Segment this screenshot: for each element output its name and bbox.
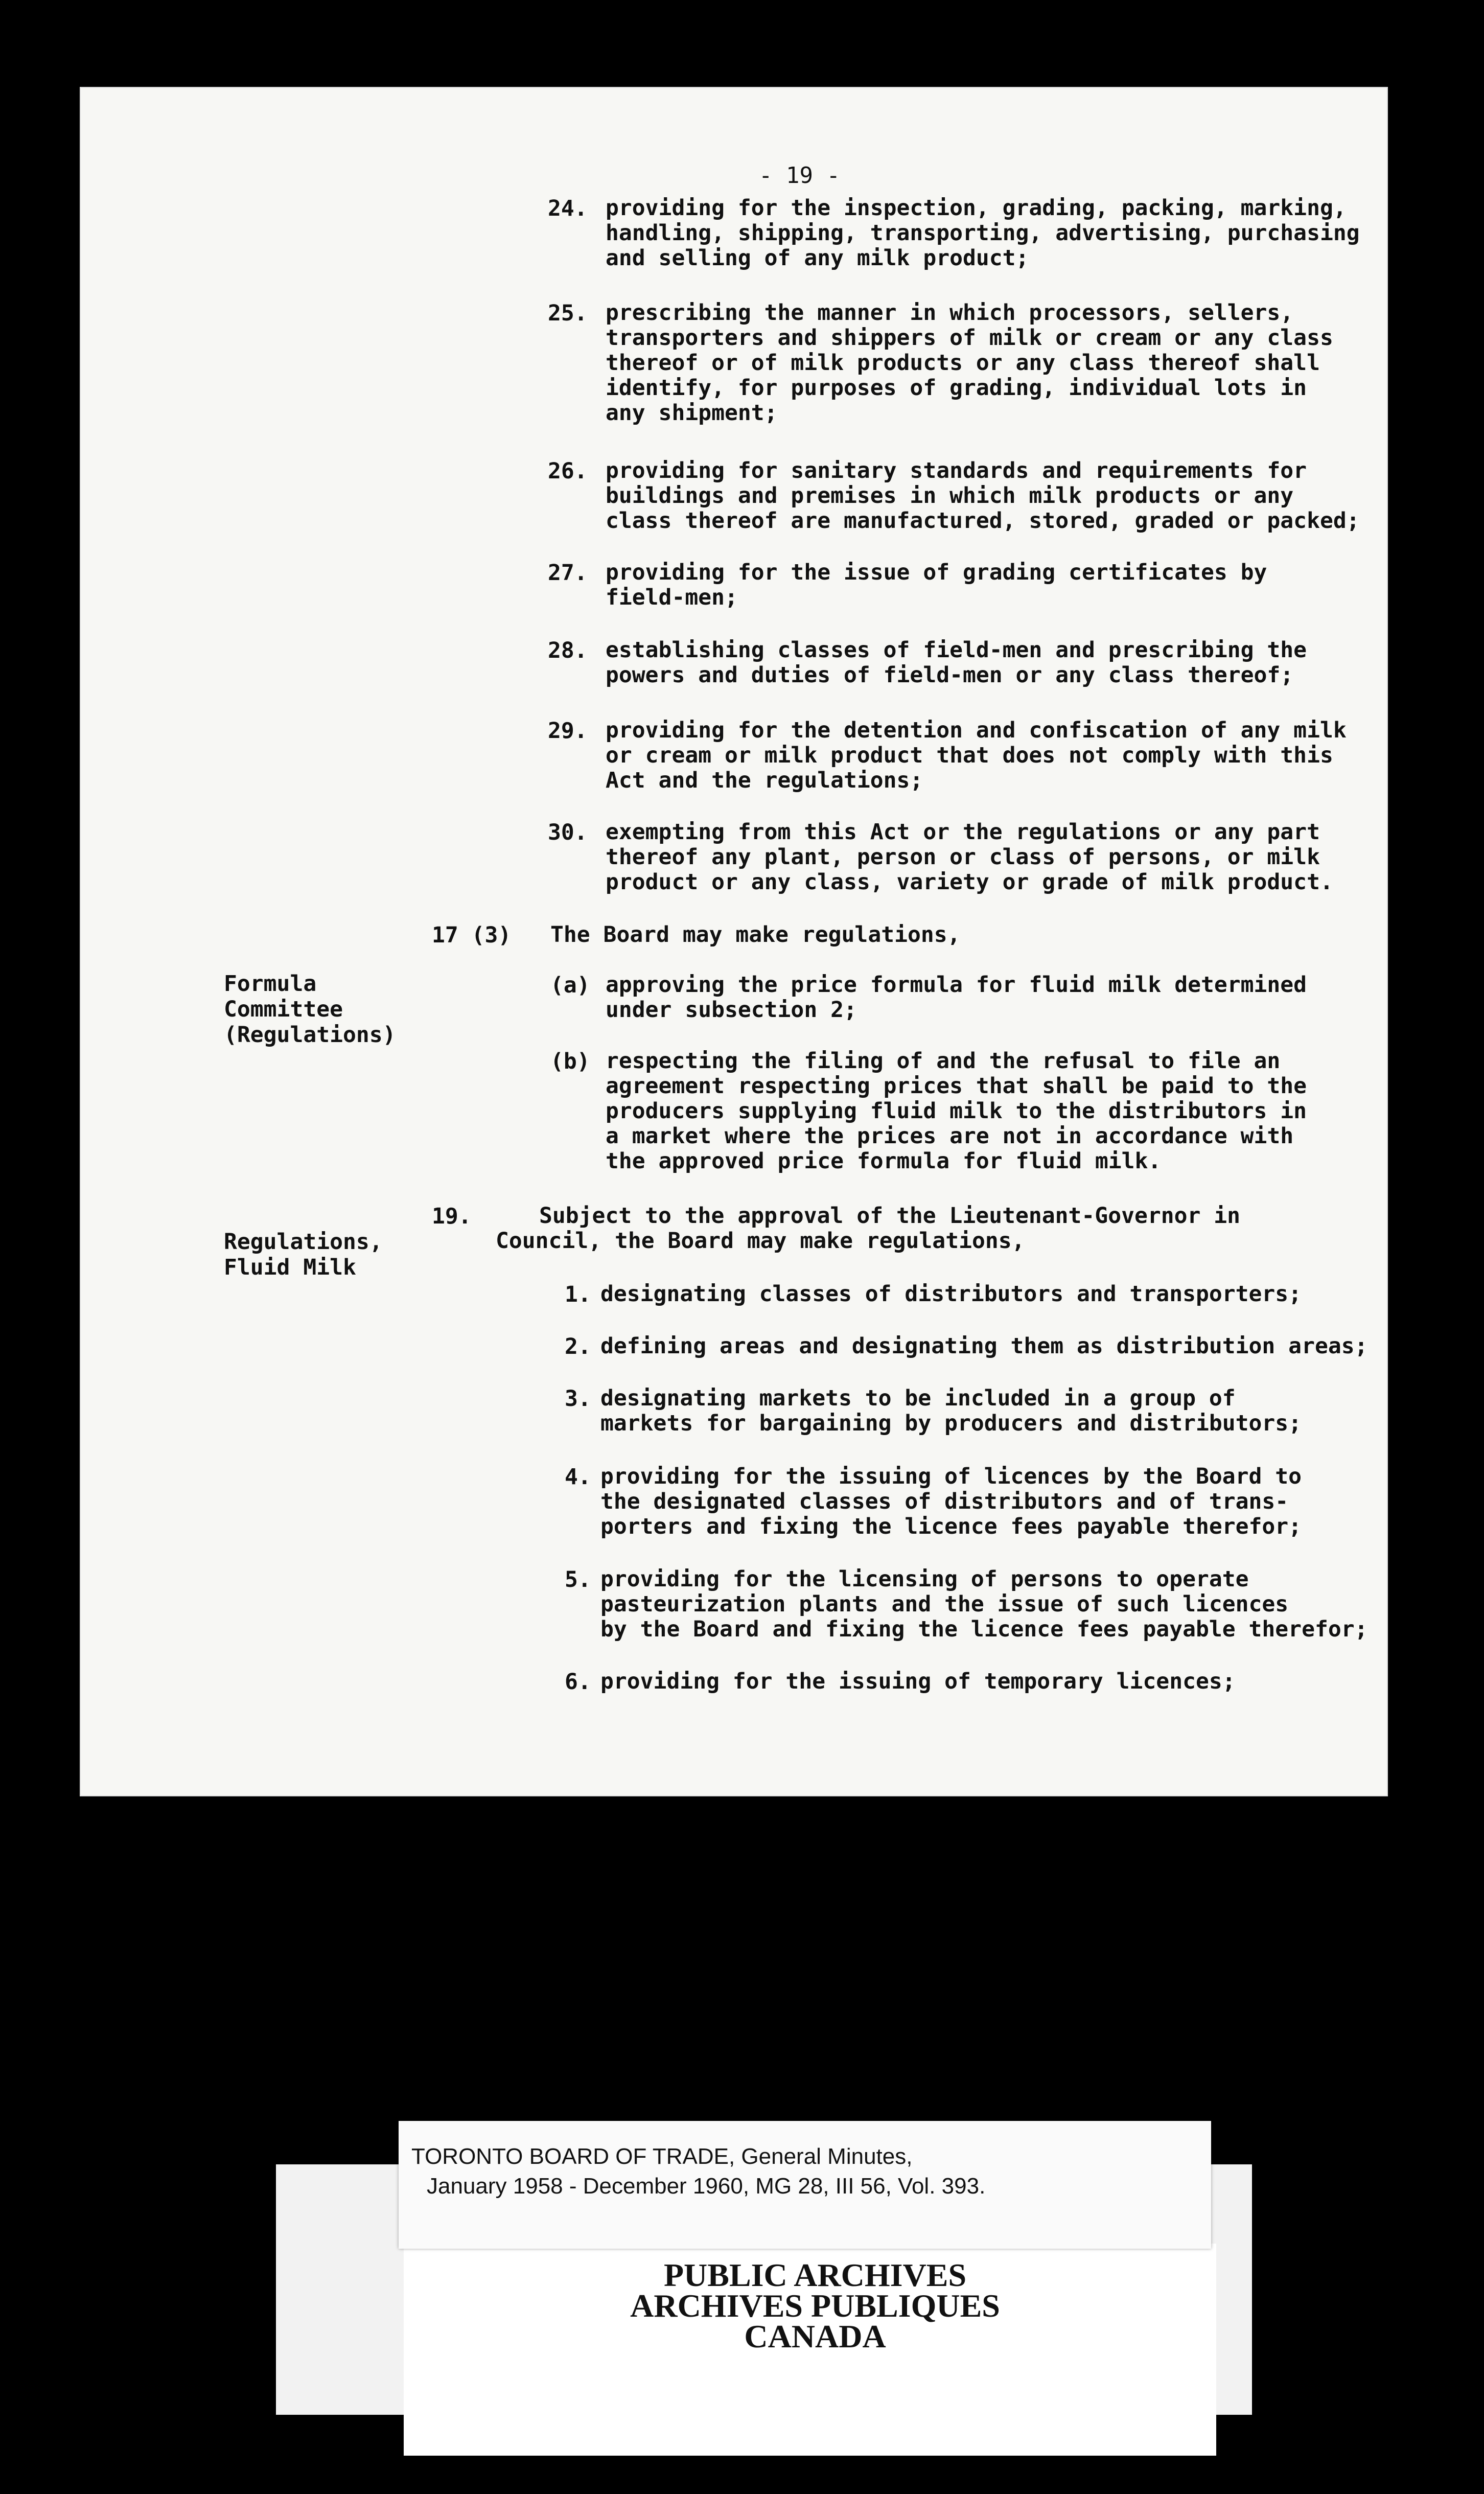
item-line: prescribing the manner in which processors, sellers, <box>606 300 1294 326</box>
item-number: 25. <box>548 301 588 326</box>
section-19-intro: Council, the Board may make regulations, <box>496 1228 1025 1254</box>
item-line: field-men; <box>606 585 738 610</box>
item-line: providing for the issuing of temporary licences; <box>600 1669 1236 1694</box>
page-number: - 19 - <box>759 163 840 189</box>
item-line: identify, for purposes of grading, individual lots in <box>606 375 1307 401</box>
item-line: Act and the regulations; <box>606 768 923 793</box>
margin-note-formula: Formula <box>224 971 317 997</box>
clause-line: agreement respecting prices that shall be paid to the <box>606 1073 1307 1099</box>
item-number: 6. <box>565 1669 591 1695</box>
item-line: powers and duties of field-men or any class thereof; <box>606 662 1294 688</box>
item-line: product or any class, variety or grade of milk product. <box>606 869 1333 895</box>
item-number: 28. <box>548 638 588 663</box>
section-17-number: 17 (3) <box>432 922 512 948</box>
item-number: 2. <box>565 1334 591 1359</box>
item-line: any shipment; <box>606 400 778 426</box>
item-line: providing for the detention and confiscation of any milk <box>606 718 1347 743</box>
margin-note-fluid-milk: Fluid Milk <box>224 1255 356 1280</box>
item-line: providing for the licensing of persons to operate <box>600 1566 1249 1592</box>
section-17-intro: The Board may make regulations, <box>550 922 961 948</box>
item-line: exempting from this Act or the regulations or any part <box>606 819 1320 845</box>
item-line: by the Board and fixing the licence fees payable therefor; <box>600 1617 1368 1642</box>
item-line: class thereof are manufactured, stored, graded or packed; <box>606 508 1360 534</box>
item-line: establishing classes of field-men and prescribing the <box>606 637 1307 663</box>
item-number: 29. <box>548 718 588 744</box>
item-line: and selling of any milk product; <box>606 245 1029 271</box>
item-number: 27. <box>548 560 588 586</box>
item-number: 30. <box>548 820 588 845</box>
item-number: 24. <box>548 196 588 221</box>
item-line: transporters and shippers of milk or cream or any class <box>606 325 1333 351</box>
section-19-number: 19. <box>432 1204 472 1229</box>
clause-line: the approved price formula for fluid milk. <box>606 1148 1162 1174</box>
item-line: pasteurization plants and the issue of such licences <box>600 1591 1289 1617</box>
clause-line: respecting the filing of and the refusal to file an <box>606 1048 1281 1074</box>
stamp-line: PUBLIC ARCHIVES <box>663 2257 967 2293</box>
archive-label-line: TORONTO BOARD OF TRADE, General Minutes, <box>411 2144 913 2169</box>
item-line: providing for sanitary standards and requirements for <box>606 458 1307 483</box>
item-line: the designated classes of distributors and of trans- <box>600 1489 1289 1514</box>
stamp-line: ARCHIVES PUBLIQUES <box>630 2288 1000 2324</box>
clause-line: a market where the prices are not in accordance with <box>606 1123 1294 1149</box>
item-line: or cream or milk product that does not comply with this <box>606 743 1333 768</box>
item-line: providing for the issuing of licences by the Board to <box>600 1464 1302 1489</box>
stamp-line: CANADA <box>744 2318 886 2354</box>
item-line: porters and fixing the licence fees payable therefor; <box>600 1514 1302 1539</box>
item-line: markets for bargaining by producers and distributors; <box>600 1411 1302 1436</box>
clause-label: (a) <box>550 973 590 998</box>
item-number: 3. <box>565 1386 591 1412</box>
margin-note-committee: Committee <box>224 997 343 1022</box>
archive-label-line: January 1958 - December 1960, MG 28, III 56, Vol. 393. <box>427 2174 986 2199</box>
item-line: thereof or of milk products or any class thereof shall <box>606 350 1320 376</box>
item-line: providing for the issue of grading certificates by <box>606 560 1267 585</box>
clause-line: approving the price formula for fluid milk determined <box>606 972 1307 998</box>
item-number: 4. <box>565 1464 591 1490</box>
item-line: defining areas and designating them as distribution areas; <box>600 1333 1368 1359</box>
clause-label: (b) <box>550 1049 590 1074</box>
margin-note-regulations: (Regulations) <box>224 1022 396 1048</box>
item-number: 5. <box>565 1567 591 1592</box>
item-line: designating classes of distributors and transporters; <box>600 1281 1302 1307</box>
margin-note-regulations-fluid: Regulations, <box>224 1229 383 1255</box>
item-line: designating markets to be included in a group of <box>600 1385 1236 1411</box>
item-number: 1. <box>565 1282 591 1307</box>
clause-line: under subsection 2; <box>606 997 857 1023</box>
section-19-intro: Subject to the approval of the Lieutenant-Governor in <box>539 1203 1241 1229</box>
item-line: providing for the inspection, grading, packing, marking, <box>606 195 1347 221</box>
item-line: buildings and premises in which milk products or any <box>606 483 1294 509</box>
item-line: handling, shipping, transporting, advertising, purchasing <box>606 220 1360 246</box>
item-number: 26. <box>548 458 588 484</box>
clause-line: producers supplying fluid milk to the distributors in <box>606 1098 1307 1124</box>
item-line: thereof any plant, person or class of persons, or milk <box>606 844 1320 870</box>
